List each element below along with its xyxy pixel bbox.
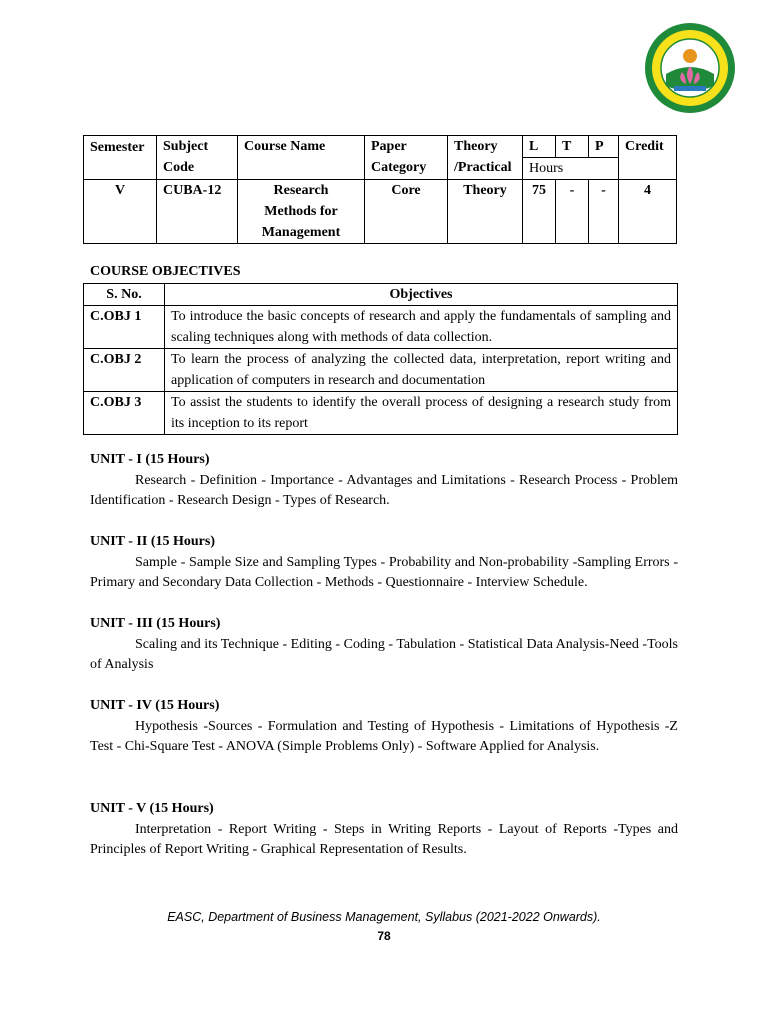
objectives-header-row xyxy=(84,284,678,306)
unit-content: Scaling and its Technique - Editing - Coding - Tabulation - Statistical Data Analysis-Need -Tools of Analysis xyxy=(90,636,678,672)
subject-code-header: Subject Code xyxy=(157,136,238,180)
unit-section xyxy=(90,614,678,676)
page-footer: EASC, Department of Business Management, Syllabus (2021-2022 Onwards). xyxy=(167,910,601,924)
objectives-header: Objectives xyxy=(165,284,678,306)
credit-value: 4 xyxy=(619,180,677,244)
l-value: 75 xyxy=(523,180,556,244)
p-value: - xyxy=(589,180,619,244)
objective-text: To learn the process of analyzing the collected data, interpretation, report writing and application of computers in research and documentation xyxy=(165,349,678,392)
unit-section xyxy=(90,450,678,512)
objective-text: To introduce the basic concepts of research and apply the fundamentals of sampling and scaling techniques along with methods of data collection. xyxy=(165,306,678,349)
theory-practical-header: Theory /Practical xyxy=(448,136,523,180)
t-header: T xyxy=(556,136,589,158)
unit-content: Interpretation - Report Writing - Steps in Writing Reports - Layout of Reports -Types and Principles of Report Writing - Graphical Representation of Results. xyxy=(90,821,678,857)
paper-category-value: Core xyxy=(365,180,448,244)
course-table-row xyxy=(84,180,677,244)
l-header: L xyxy=(523,136,556,158)
unit-title: UNIT - I (15 Hours) xyxy=(90,452,210,467)
semester-header: Semester xyxy=(84,136,157,180)
objective-sno: C.OBJ 3 xyxy=(84,392,165,435)
objective-row xyxy=(84,349,678,392)
unit-content: Hypothesis -Sources - Formulation and Testing of Hypothesis - Limitations of Hypothesis -Z Test - Chi-Square Test - ANOVA (Simple Problems Only) - Software Applied for Analysis. xyxy=(90,718,678,754)
subject-code-value: CUBA-12 xyxy=(157,180,238,244)
course-objectives-title: COURSE OBJECTIVES xyxy=(90,264,241,279)
objective-row xyxy=(84,392,678,435)
unit-title: UNIT - V (15 Hours) xyxy=(90,801,214,816)
paper-category-header: Paper Category xyxy=(365,136,448,180)
unit-title: UNIT - IV (15 Hours) xyxy=(90,698,220,713)
unit-section xyxy=(90,532,678,594)
course-name-header: Course Name xyxy=(238,136,365,180)
unit-section xyxy=(90,696,678,758)
college-emblem-icon xyxy=(644,22,736,114)
course-name-value: Research Methods for Management xyxy=(238,180,365,244)
objective-row xyxy=(84,306,678,349)
semester-value: V xyxy=(84,180,157,244)
unit-title: UNIT - II (15 Hours) xyxy=(90,534,215,549)
theory-practical-value: Theory xyxy=(448,180,523,244)
unit-title: UNIT - III (15 Hours) xyxy=(90,616,221,631)
hours-header: Hours xyxy=(523,158,619,180)
objective-text: To assist the students to identify the overall process of designing a research study from its inception to its report xyxy=(165,392,678,435)
page-number: 78 xyxy=(377,929,391,943)
objectives-table xyxy=(83,283,678,435)
sno-header: S. No. xyxy=(84,284,165,306)
t-value: - xyxy=(556,180,589,244)
objective-sno: C.OBJ 2 xyxy=(84,349,165,392)
p-header: P xyxy=(589,136,619,158)
unit-content: Sample - Sample Size and Sampling Types - Probability and Non-probability -Sampling Errors - Primary and Secondary Data Collection - Methods - Questionnaire - Interview Schedule. xyxy=(90,554,678,590)
course-details-table xyxy=(83,135,677,244)
credit-header: Credit xyxy=(619,136,677,180)
unit-section xyxy=(90,799,678,861)
objective-sno: C.OBJ 1 xyxy=(84,306,165,349)
unit-content: Research - Definition - Importance - Advantages and Limitations - Research Process - Problem Identification - Research Design - Types of Research. xyxy=(90,472,678,508)
course-table-header-row xyxy=(84,136,677,158)
